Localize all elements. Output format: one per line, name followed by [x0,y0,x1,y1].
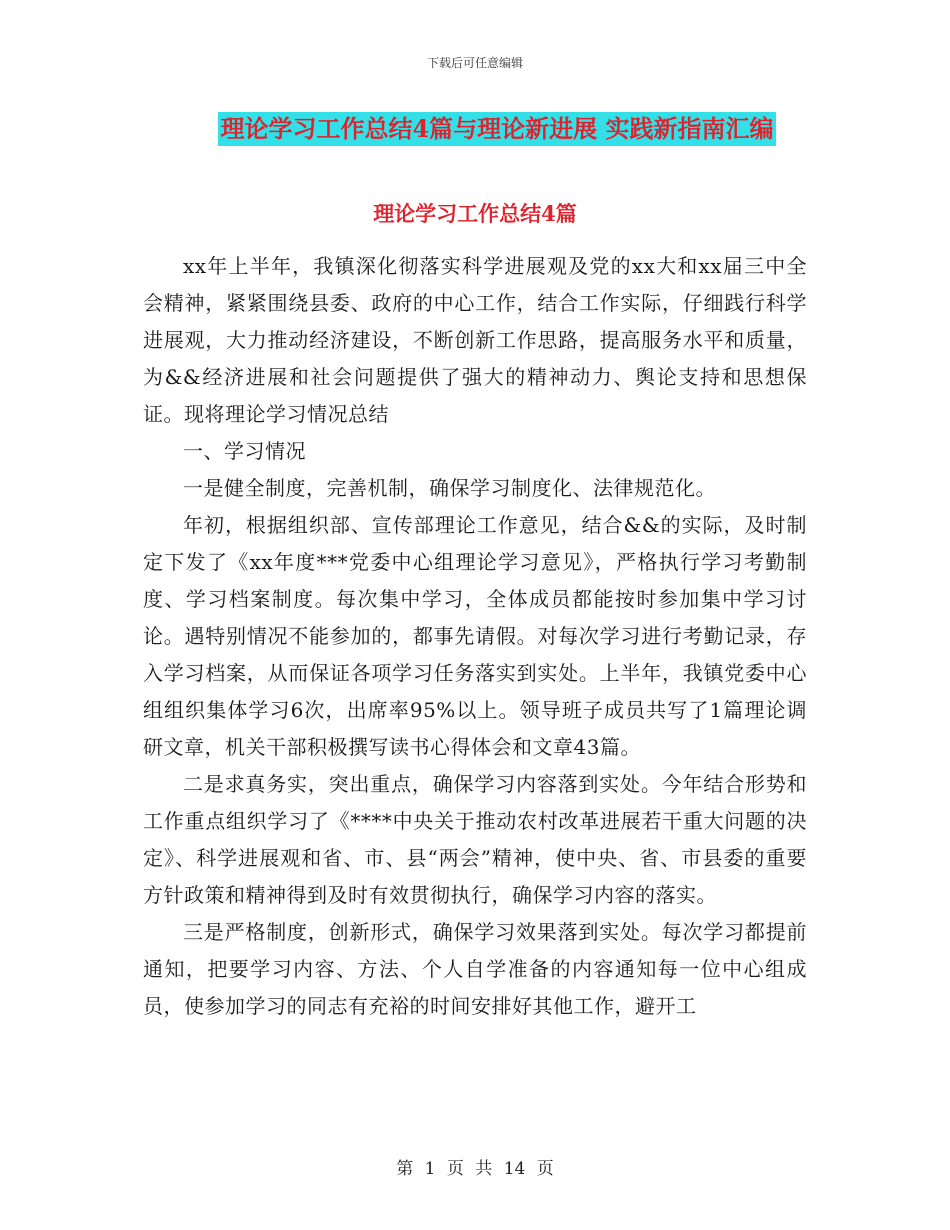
document-body [143,248,807,1025]
sub-title: 理论学习工作总结4篇 [373,201,577,226]
paragraph: 一是健全制度，完善机制，确保学习制度化、法律规范化。 [183,476,716,500]
paragraph: 二是求真务实，突出重点，确保学习内容落到实处。今年结合形势和工作重点组织学习了《****中央关于推动农村改革进展若干重大问题的决定》、科学进展观和省、市、县“两会”精神，使中央、省、市县委的重要方针政策和精神得到及时有效贯彻执行，确保学习内容的落实。 [143,772,807,907]
paragraph: 年初，根据组织部、宣传部理论工作意见，结合&&的实际，及时制定下发了《xx年度***党委中心组理论学习意见》，严格执行学习考勤制度、学习档案制度。每次集中学习，全体成员都能按时参加集中学习讨论。遇特别情况不能参加的，都事先请假。对每次学习进行考勤记录，存入学习档案，从而保证各项学习任务落实到实处。上半年，我镇党委中心组组织集体学习6次，出席率95%以上。领导班子成员共写了1篇理论调研文章，机关干部积极撰写读书心得体会和文章43篇。 [143,513,807,759]
paragraph: xx年上半年，我镇深化彻落实科学进展观及党的xx大和xx届三中全会精神，紧紧围绕县委、政府的中心工作，结合工作实际，仔细践行科学进展观，大力推动经济建设，不断创新工作思路，提高服务水平和质量，为&&经济进展和社会问题提供了强大的精神动力、舆论支持和思想保证。现将理论学习情况总结 [143,254,807,426]
section-heading: 一、学习情况 [183,439,306,463]
header-note: 下载后可任意编辑 [426,56,523,70]
main-title: 理论学习工作总结4篇与理论新进展 实践新指南汇编 [218,112,775,146]
paragraph: 三是严格制度，创新形式，确保学习效果落到实处。每次学习都提前通知，把要学习内容、方法、个人自学准备的内容通知每一位中心组成员，使参加学习的同志有充裕的时间安排好其他工作，避开工 [143,920,807,1018]
main-title-wrap [0,112,950,146]
page-footer: 第 1 页 共 14 页 [396,1159,554,1179]
